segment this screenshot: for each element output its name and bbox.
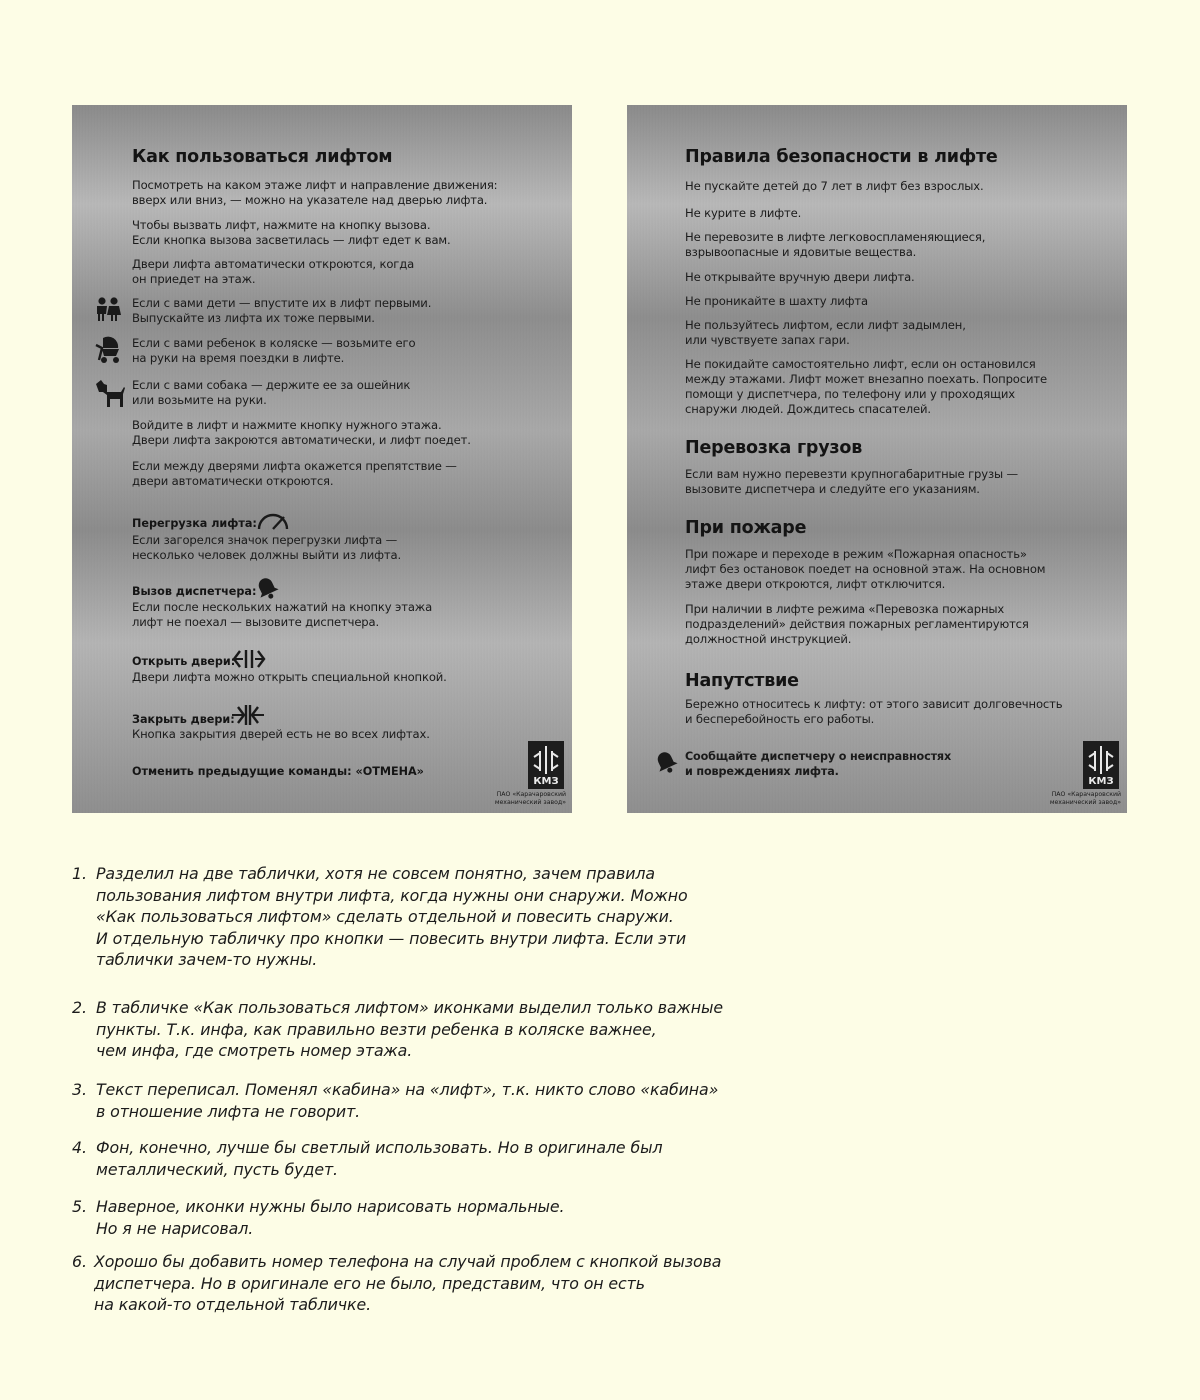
sign-safety-rules — [627, 105, 1127, 813]
bell-icon — [254, 575, 280, 601]
sign-paragraph: Если с вами дети — впустите их в лифт первыми. Выпускайте из лифта их тоже первыми. — [132, 296, 432, 325]
note-number: 6. — [72, 1252, 87, 1271]
sign-title: Правила безопасности в лифте — [685, 147, 998, 167]
note-number: 5. — [72, 1197, 87, 1216]
note-number: 3. — [72, 1080, 87, 1099]
bell-icon — [653, 749, 679, 775]
rule-item: Не покидайте самостоятельно лифт, если он остановился между этажами. Лифт может внезапно поехать. Попросите помощи у диспетчера, по телефону или у проходящих снаружи людей. Дождитесь спасателей. — [685, 357, 1047, 416]
section-title-cargo: Перевозка грузов — [685, 438, 863, 458]
rule-item: Не проникайте в шахту лифта — [685, 294, 868, 308]
open-doors-icon — [232, 648, 266, 670]
rule-item: Не перевозите в лифте легковоспламеняющиеся, взрывоопасные и ядовитые вещества. — [685, 230, 986, 259]
rule-item: Не пускайте детей до 7 лет в лифт без взрослых. — [685, 179, 984, 193]
sign-paragraph: Посмотреть на каком этаже лифт и направление движения: вверх или вниз, — можно на указателе над дверью лифта. — [132, 178, 498, 207]
overload-gauge-icon — [256, 511, 290, 531]
close-doors-label: Закрыть двери: — [132, 713, 235, 726]
close-doors-icon — [230, 703, 266, 727]
note-number: 1. — [72, 864, 87, 883]
rule-item: Не курите в лифте. — [685, 206, 802, 220]
kmz-logo — [528, 741, 564, 789]
kmz-logo-mark — [528, 743, 564, 777]
kmz-logo — [1083, 741, 1119, 789]
kmz-logo-text: КМЗ — [533, 776, 559, 787]
cargo-text: Если вам нужно перевезти крупногабаритные грузы — вызовите диспетчера и следуйте его указаниям. — [685, 467, 1018, 496]
note-number: 4. — [72, 1138, 87, 1157]
manufacturer-caption: ПАО «Карачаровский механический завод» — [1049, 791, 1121, 806]
sign-how-to-use-elevator — [72, 105, 572, 813]
note-number: 2. — [72, 998, 87, 1017]
dog-icon — [94, 378, 126, 408]
sign-paragraph: Кнопка закрытия дверей есть не во всех лифтах. — [132, 727, 430, 741]
rule-item: Не пользуйтесь лифтом, если лифт задымлен, или чувствуете запах гари. — [685, 318, 966, 347]
sign-paragraph: Войдите в лифт и нажмите кнопку нужного этажа. Двери лифта закроются автоматически, и лифт поедет. — [132, 418, 471, 447]
note-text: Наверное, иконки нужны было нарисовать нормальные. Но я не нарисовал. — [96, 1197, 565, 1238]
cancel-command-text: Отменить предыдущие команды: «ОТМЕНА» — [132, 765, 424, 778]
sign-title: Как пользоваться лифтом — [132, 147, 393, 167]
section-title-advice: Напутствие — [685, 671, 799, 691]
overload-label: Перегрузка лифта: — [132, 517, 257, 530]
sign-paragraph: Если загорелся значок перегрузки лифта — несколько человек должны выйти из лифта. — [132, 533, 402, 562]
rule-item: Не открывайте вручную двери лифта. — [685, 270, 915, 284]
dispatcher-label: Вызов диспетчера: — [132, 585, 257, 598]
sign-paragraph: Чтобы вызвать лифт, нажмите на кнопку вызова. Если кнопка вызова засветилась — лифт едет к вам. — [132, 218, 451, 247]
sign-paragraph: Двери лифта автоматически откроются, когда он приедет на этаж. — [132, 257, 415, 286]
open-doors-label: Открыть двери: — [132, 655, 236, 668]
kmz-logo-text: КМЗ — [1088, 776, 1114, 787]
sign-paragraph: Двери лифта можно открыть специальной кнопкой. — [132, 670, 447, 684]
sign-paragraph: Если с вами ребенок в коляске — возьмите его на руки на время поездки в лифте. — [132, 336, 416, 365]
sign-paragraph: Если после нескольких нажатий на кнопку этажа лифт не поехал — вызовите диспетчера. — [132, 600, 433, 629]
note-text: Текст переписал. Поменял «кабина» на «лифт», т.к. никто слово «кабина» в отношение лифта не говорит. — [96, 1080, 719, 1121]
note-text: В табличке «Как пользоваться лифтом» иконками выделил только важные пункты. Т.к. инфа, как правильно везти ребенка в коляске важнее, чем инфа, где смотреть номер этажа. — [96, 998, 723, 1060]
section-title-fire: При пожаре — [685, 518, 807, 538]
report-issues-text: Сообщайте диспетчеру о неисправностях и повреждениях лифта. — [685, 750, 952, 778]
fire-text: При пожаре и переходе в режим «Пожарная опасность» лифт без остановок поедет на основной этаж. На основном этаже двери откроются, лифт отключится. — [685, 547, 1046, 591]
advice-text: Бережно относитесь к лифту: от этого зависит долговечность и бесперебойность его работы. — [685, 697, 1063, 726]
note-text: Разделил на две таблички, хотя не совсем понятно, зачем правила пользования лифтом внутри лифта, когда нужны они снаружи. Можно «Как пользоваться лифтом» сделать отдельной и повесить снаружи. И отдельную табличку про кнопки — повесить внутри лифта. Если эти таблички зачем-то нужны. — [96, 864, 688, 969]
kmz-logo-mark — [1083, 743, 1119, 777]
note-text: Хорошо бы добавить номер телефона на случай проблем с кнопкой вызова диспетчера. Но в оригинале его не было, представим, что он есть на какой-то отдельной табличке. — [94, 1252, 722, 1314]
sign-paragraph: Если между дверями лифта окажется препятствие — двери автоматически откроются. — [132, 459, 457, 488]
children-icon — [94, 296, 122, 322]
manufacturer-caption: ПАО «Карачаровский механический завод» — [494, 791, 566, 806]
fire-text: При наличии в лифте режима «Перевозка пожарных подразделений» действия пожарных регламентируются должностной инструкцией. — [685, 602, 1029, 646]
note-text: Фон, конечно, лучше бы светлый использовать. Но в оригинале был металлический, пусть будет. — [96, 1138, 663, 1179]
sign-paragraph: Если с вами собака — держите ее за ошейник или возьмите на руки. — [132, 378, 411, 407]
stroller-icon — [94, 335, 124, 365]
